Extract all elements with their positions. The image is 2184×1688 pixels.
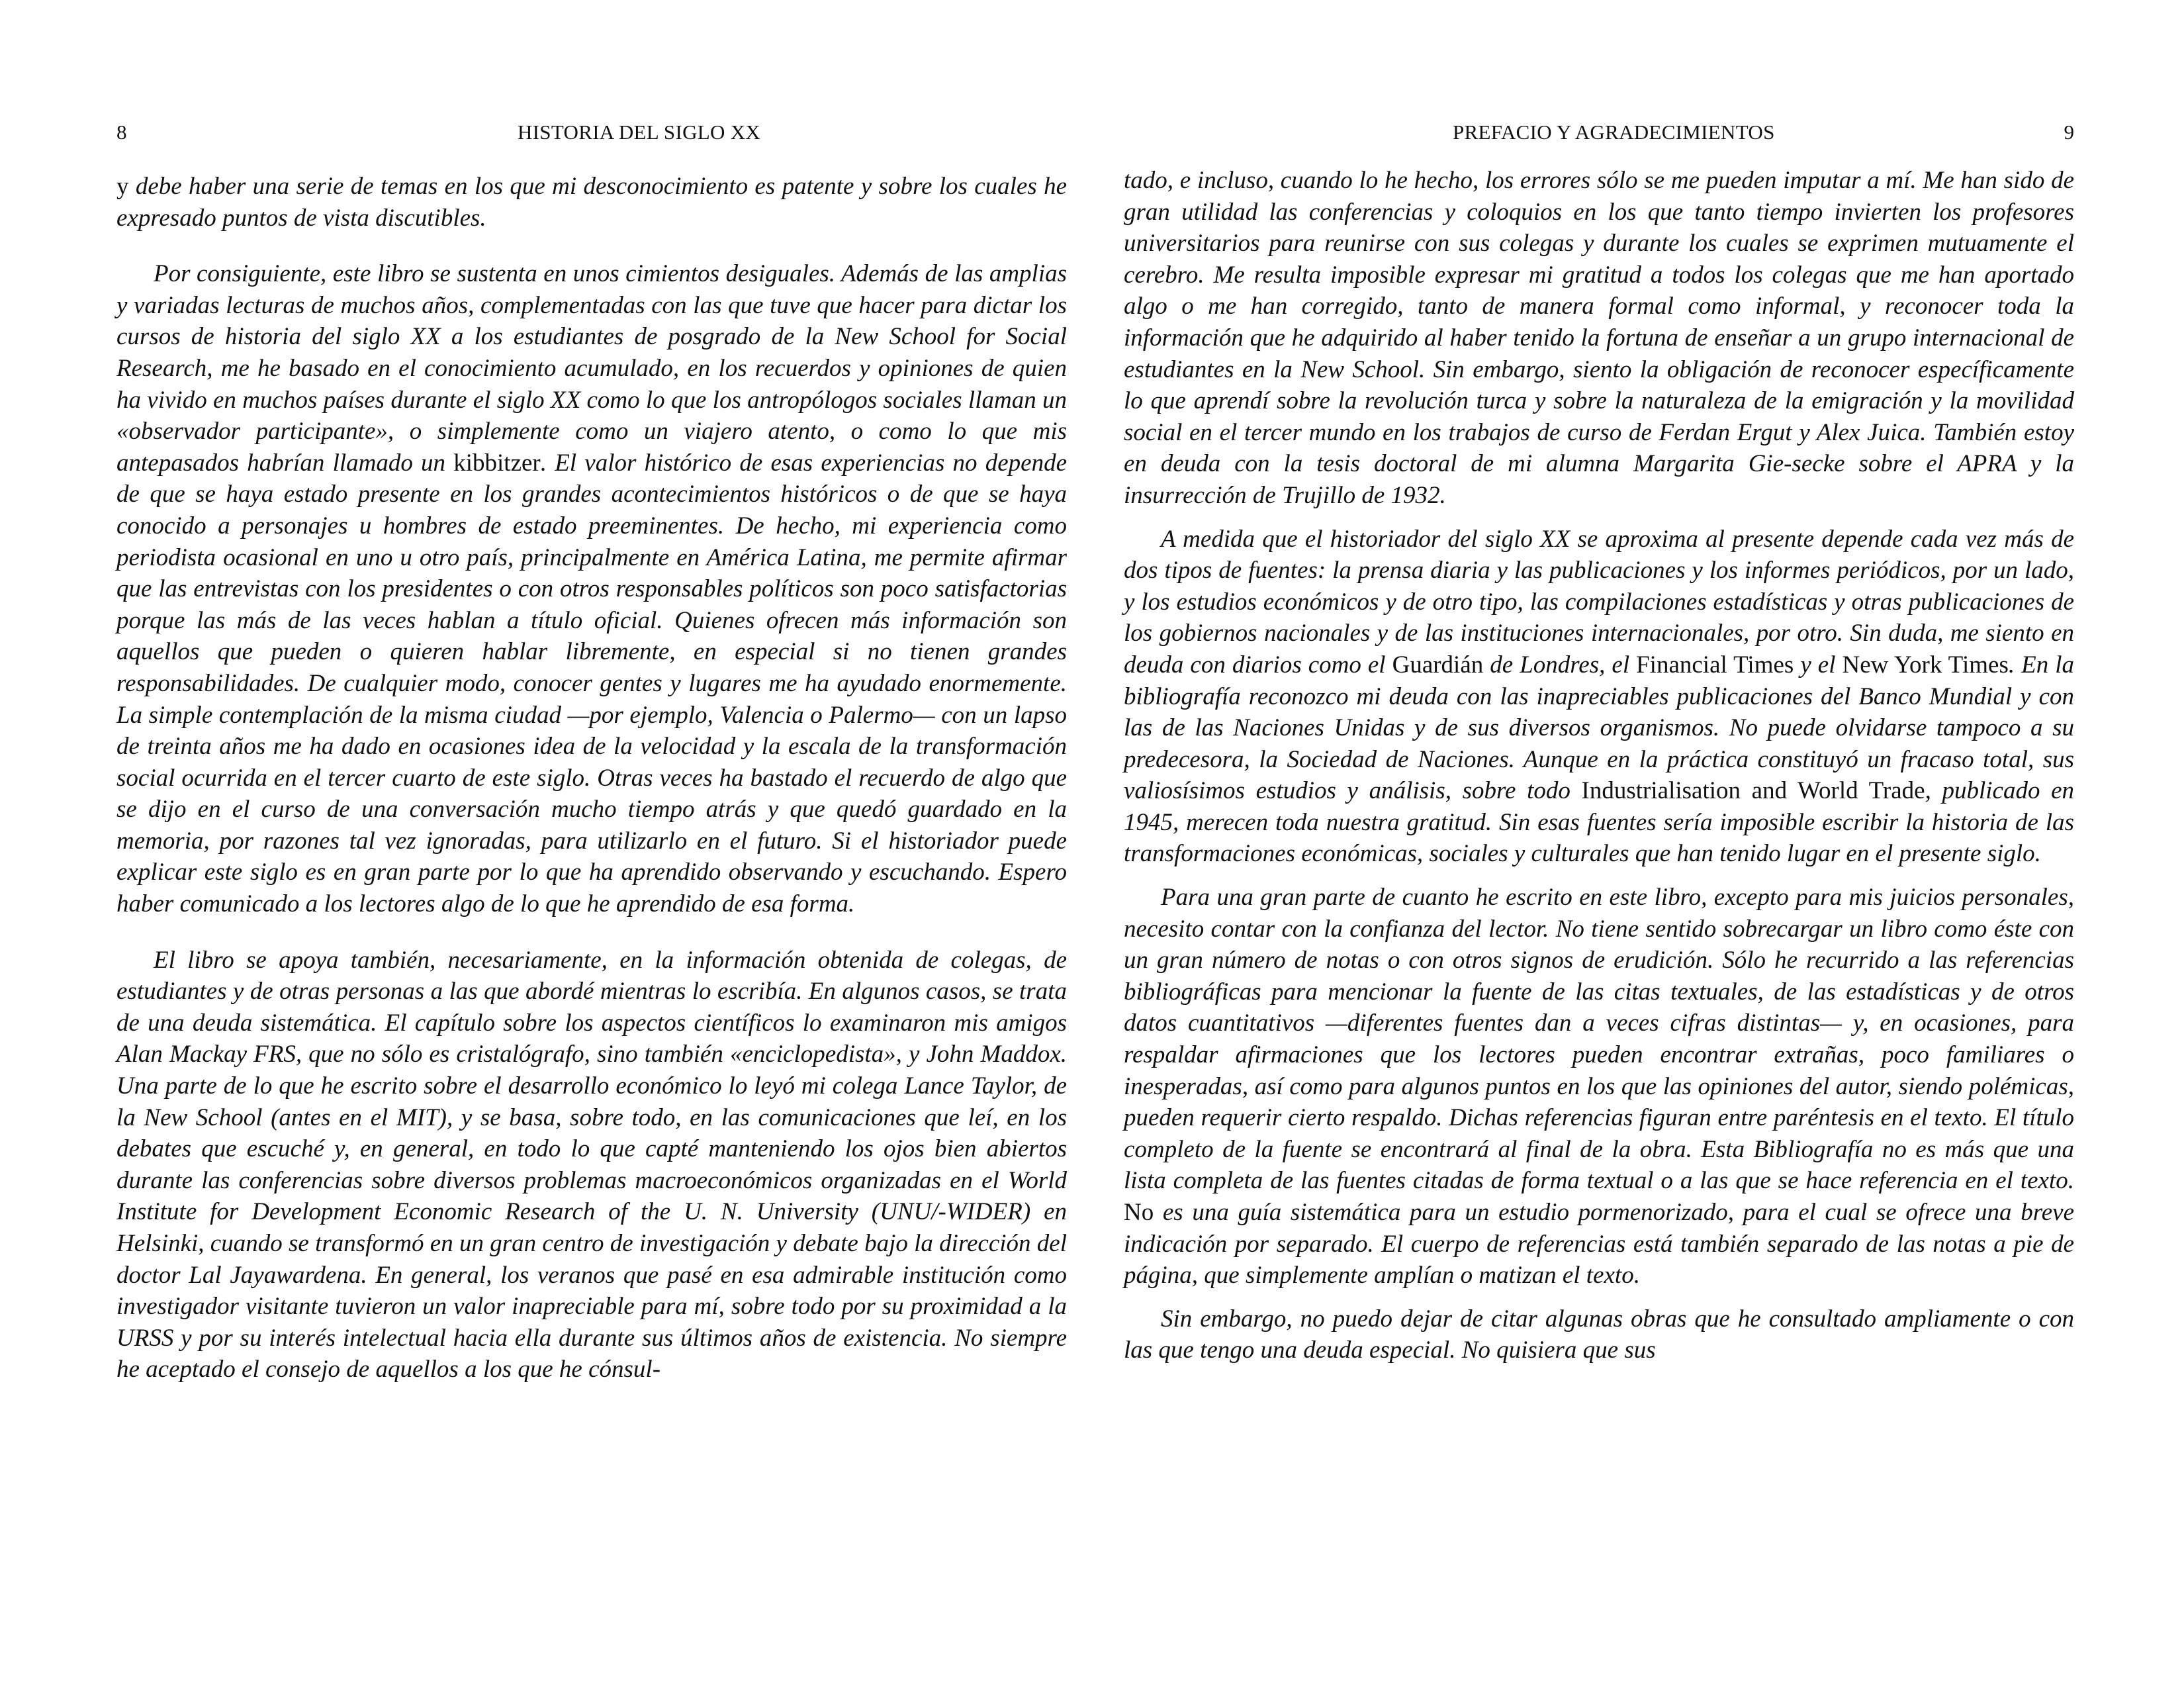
italic-text-segment: El libro se apoya también, necesariamente, en la información obtenida de colegas, de estudiantes y de otras personas a las que abordé mientras lo escribía. En algunos casos, se trata de una deuda sistemática. El capítulo sobre los aspectos científicos lo examinaron mis amigos Alan Mackay FRS, que no sólo es cristalógrafo, sino también «enciclopedista», y John Maddox. Una parte de lo que he escrito sobre el desarrollo económico lo leyó mi colega Lance Taylor, de la New School (antes en el MIT), y se basa, sobre todo, en las comunicaciones que leí, en los debates que escuché y, en general, en todo lo que capté manteniendo los ojos bien abiertos durante las conferencias sobre diversos problemas macroeconómicos organizadas en el World Institute for Development Economic Research of the U. N. University (UNU/-WIDER) en Helsinki, cuando se transformó en un gran centro de investigación y debate bajo la dirección del doctor Lal Jayawardena. En general, los veranos que pasé en esa admirable institución como investigador visitante tuvieron un valor inapreciable para mí, sobre todo por su proximidad a la URSS y por su interés intelectual hacia ella durante sus últimos años de existencia. No siempre he aceptado el consejo de aquellos a los que he cónsul-: [116, 946, 1067, 1383]
italic-text-segment: . En la bibliografía reconozco mi deuda con las inapreciables publicaciones del Banco Mundial y con las de las Naciones Unidas y de sus diversos organismos. No puede olvidarse tampoco a su predecesora, la Sociedad de Naciones. Aunque en la práctica constituyó un fracaso total, sus valiosísimos estudios y análisis, sobre todo: [1124, 651, 2074, 805]
right-page-number: 9: [2064, 120, 2074, 144]
italic-text-segment: . El valor histórico de esas experiencias no depende de que se haya estado presente en los grandes acontecimientos históricos o de que se haya conocido a personajes u hombres de estado preeminentes. De hecho, mi experiencia como periodista ocasional en uno u otro país, principalmente en América Latina, me permite afirmar que las entrevistas con los presidentes o con otros responsables políticos son poco satisfactorias porque las más de las veces hablan a título oficial. Quienes ofrecen más información son aquellos que pueden o quieren hablar libremente, en especial si no tienen grandes responsabilidades. De cualquier modo, conocer gentes y lugares me ha ayudado enormemente. La simple contemplación de la misma ciudad —por ejemplo, Valencia o Palermo— con un lapso de treinta años me ha dado en ocasiones idea de la velocidad y la escala de la transformación social ocurrida en el tercer cuarto de este siglo. Otras veces ha bastado el recuerdo de algo que se dijo en el curso de una conversación mucho tiempo atrás y que quedó guardado en la memoria, por razones tal vez ignoradas, para utilizarlo en el futuro. Si el historiador puede explicar este siglo es en gran parte por lo que ha aprendido observando y escuchando. Espero haber comunicado a los lectores algo de lo que he aprendido de esa forma.: [116, 449, 1067, 918]
right-page-header: [1124, 119, 2074, 146]
paragraph: [1124, 882, 2074, 1291]
roman-text-segment: y: [116, 173, 136, 200]
italic-text-segment: tado, e incluso, cuando lo he hecho, los errores sólo se me pueden imputar a mí. Me han sido de gran utilidad las conferencias y coloquios en los que tanto tiempo invierten los profesores universitarios para reunirse con sus colegas y durante los cuales se exprimen mutuamente el cerebro. Me resulta imposible expresar mi gratitud a todos los colegas que me han aportado algo o me han corregido, tanto de manera formal como informal, y reconocer toda la información que he adquirido al haber tenido la fortuna de enseñar a un grupo internacional de estudiantes en la New School. Sin embargo, siento la obligación de reconocer específicamente lo que aprendí sobre la revolución turca y sobre la naturaleza de la emigración y la movilidad social en el tercer mundo en los trabajos de curso de Ferdan Ergut y Alex Juica. También estoy en deuda con la tesis doctoral de mi alumna Margarita Gie-secke sobre el APRA y la insurrección de Trujillo de 1932.: [1124, 167, 2074, 509]
paragraph: [1124, 524, 2074, 870]
paragraph: [116, 258, 1067, 919]
italic-text-segment: es una guía sistemática para un estudio pormenorizado, para el cual se ofrece una breve indicación por separado. El cuerpo de referencias está también separado de las notas a pie de página, que simplemente amplían o matizan el texto.: [1124, 1199, 2074, 1289]
left-page-header: [116, 119, 1067, 146]
left-page-number: 8: [116, 120, 127, 144]
italic-text-segment: Sin embargo, no puedo dejar de citar algunas obras que he consultado ampliamente o con las que tengo una deuda especial. No quisiera que sus: [1124, 1305, 2074, 1364]
left-running-head: HISTORIA DEL SIGLO XX: [518, 120, 761, 144]
roman-text-segment: No: [1124, 1199, 1154, 1226]
italic-text-segment: Para una gran parte de cuanto he escrito en este libro, excepto para mis juicios personales, necesito contar con la confianza del lector. No tiene sentido sobrecargar un libro como éste con un gran número de notas o con otros signos de erudición. Sólo he recurrido a las referencias bibliográficas para mencionar la fuente de las citas textuales, de las estadísticas y de otros datos cuantitativos —diferentes fuentes dan a veces cifras distintas— y, en ocasiones, para respaldar afirmaciones que los lectores pueden encontrar extrañas, poco familiares o inesperadas, así como para algunos puntos en los que las opiniones del autor, siendo polémicas, pueden requerir cierto respaldo. Dichas referencias figuran entre paréntesis en el texto. El título completo de la fuente se encontrará al final de la obra. Esta Bibliografía no es más que una lista completa de las fuentes citadas de forma textual o a las que se hace referencia en el texto.: [1124, 884, 2074, 1195]
paragraph: [116, 171, 1067, 234]
italic-text-segment: Por consiguiente, este libro se sustenta en unos cimientos desiguales. Además de las amplias y variadas lecturas de muchos años, complementadas con las que tuve que hacer para dictar los cursos de historia del siglo XX a los estudiantes de posgrado de la New School for Social Research, me he basado en el conocimiento acumulado, en los recuerdos y opiniones de quien ha vivido en muchos países durante el siglo XX como lo que los antropólogos sociales llaman un «observador participante», o simplemente como un viajero atento, o como lo que mis antepasados habrían llamado un: [116, 260, 1067, 477]
right-page-body: [1124, 165, 2074, 1378]
roman-text-segment: Financial Times: [1636, 651, 1794, 679]
paragraph: [116, 945, 1067, 1385]
roman-text-segment: kibbitzer: [453, 449, 541, 477]
left-page-body: [116, 171, 1067, 1397]
paragraph: [1124, 165, 2074, 512]
italic-text-segment: de Londres, el: [1483, 651, 1637, 679]
roman-text-segment: New York Times: [1842, 651, 2009, 679]
right-page: [1092, 0, 2184, 1688]
italic-text-segment: A medida que el historiador del siglo XX se aproxima al presente depende cada vez más de dos tipos de fuentes: la prensa diaria y las publicaciones y los informes periódicos, por un lado, y los estudios económicos y de otro tipo, las compilaciones estadísticas y otras publicaciones de los gobiernos nacionales y de las instituciones internacionales, por otro. Sin duda, me siento en deuda con diarios como el: [1124, 525, 2074, 679]
roman-text-segment: Guardián: [1392, 651, 1484, 679]
roman-text-segment: Industrialisation and World Trade: [1581, 777, 1925, 805]
paragraph: [1124, 1303, 2074, 1366]
italic-text-segment: , publicado en 1945, merecen toda nuestra gratitud. Sin esas fuentes sería imposible escribir la historia de las transformaciones económicas, sociales y culturales que han tenido lugar en el presente siglo.: [1124, 777, 2075, 868]
italic-text-segment: y el: [1794, 651, 1843, 679]
italic-text-segment: debe haber una serie de temas en los que mi desconocimiento es patente y sobre los cuales he expresado puntos de vista discutibles.: [116, 173, 1067, 232]
right-running-head: PREFACIO Y AGRADECIMIENTOS: [1453, 120, 1775, 144]
